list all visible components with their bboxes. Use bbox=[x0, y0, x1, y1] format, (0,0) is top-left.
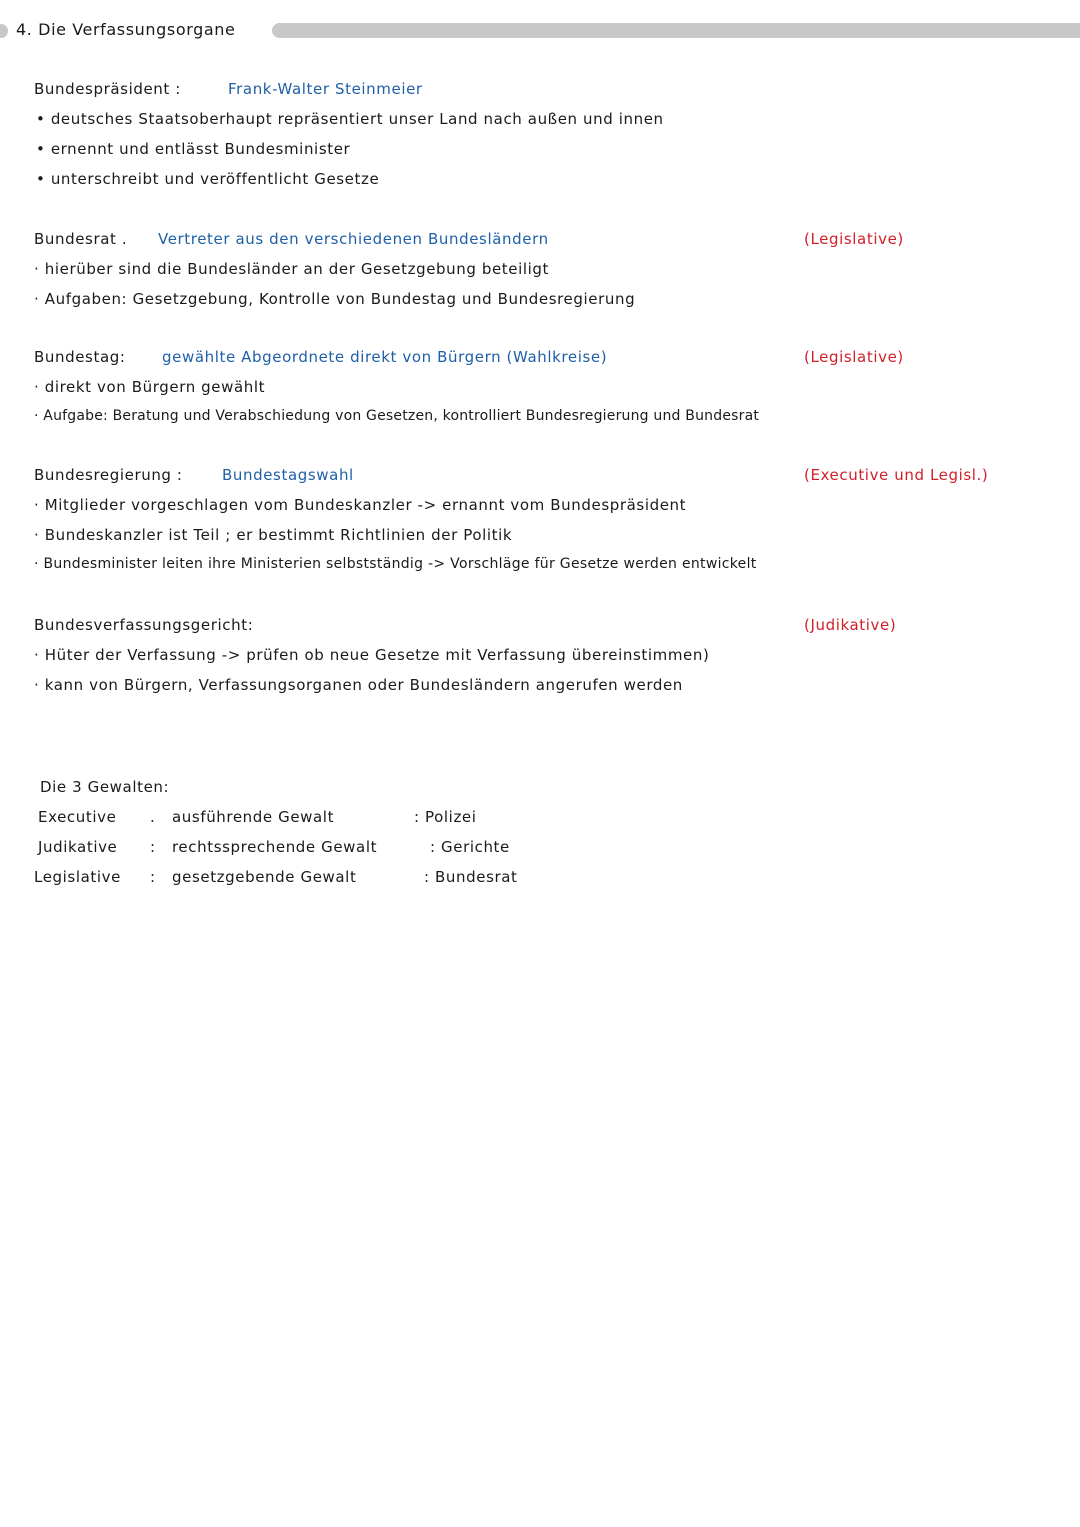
list-item: · kann von Bürgern, Verfassungsorganen oder Bundesländern angerufen werden bbox=[34, 676, 683, 694]
gewalt-name: Judikative bbox=[38, 838, 118, 856]
bundesrat-tag: (Legislative) bbox=[804, 230, 904, 248]
page-title: 4. Die Verfassungsorgane bbox=[16, 20, 236, 39]
list-item: · Hüter der Verfassung -> prüfen ob neue Gesetze mit Verfassung übereinstimmen) bbox=[34, 646, 710, 664]
gewalt-example: : Polizei bbox=[414, 808, 477, 826]
gewalt-example: : Gerichte bbox=[430, 838, 510, 856]
gewalt-description: ausführende Gewalt bbox=[172, 808, 335, 826]
bundesrat-label: Bundesrat . bbox=[34, 230, 128, 248]
bundespraesident-value: Frank-Walter Steinmeier bbox=[228, 80, 423, 98]
bundestag-tag: (Legislative) bbox=[804, 348, 904, 366]
gewalt-description: gesetzgebende Gewalt bbox=[172, 868, 357, 886]
bundesregierung-tag: (Executive und Legisl.) bbox=[804, 466, 989, 484]
list-item: · Bundeskanzler ist Teil ; er bestimmt Richtlinien der Politik bbox=[34, 526, 513, 544]
bundesregierung-value: Bundestagswahl bbox=[222, 466, 354, 484]
bundestag-label: Bundestag: bbox=[34, 348, 126, 366]
gewalt-name: Executive bbox=[38, 808, 117, 826]
header-bar bbox=[272, 23, 1080, 38]
gewalt-description: rechtssprechende Gewalt bbox=[172, 838, 378, 856]
bundesverfassungsgericht-label: Bundesverfassungsgericht: bbox=[34, 616, 254, 634]
bundespraesident-label: Bundespräsident : bbox=[34, 80, 181, 98]
list-item: · Bundesminister leiten ihre Ministerien selbstständig -> Vorschläge für Gesetze werden entwickelt bbox=[34, 556, 757, 572]
gewalt-separator: : bbox=[150, 838, 156, 856]
gewalten-heading: Die 3 Gewalten: bbox=[40, 778, 170, 796]
header-bar-left bbox=[0, 24, 8, 38]
list-item: · Mitglieder vorgeschlagen vom Bundeskanzler -> ernannt vom Bundespräsident bbox=[34, 496, 687, 514]
gewalt-separator: : bbox=[150, 868, 156, 886]
gewalt-separator: . bbox=[150, 808, 156, 826]
gewalt-name: Legislative bbox=[34, 868, 121, 886]
bundesverfassungsgericht-tag: (Judikative) bbox=[804, 616, 897, 634]
list-item: • unterschreibt und veröffentlicht Gesetze bbox=[36, 170, 380, 188]
bundesrat-value: Vertreter aus den verschiedenen Bundesländern bbox=[158, 230, 549, 248]
bundesregierung-label: Bundesregierung : bbox=[34, 466, 183, 484]
gewalt-example: : Bundesrat bbox=[424, 868, 518, 886]
list-item: • ernennt und entlässt Bundesminister bbox=[36, 140, 351, 158]
list-item: · Aufgaben: Gesetzgebung, Kontrolle von Bundestag und Bundesregierung bbox=[34, 290, 636, 308]
list-item: · direkt von Bürgern gewählt bbox=[34, 378, 266, 396]
list-item: • deutsches Staatsoberhaupt repräsentiert unser Land nach außen und innen bbox=[36, 110, 664, 128]
list-item: · hierüber sind die Bundesländer an der Gesetzgebung beteiligt bbox=[34, 260, 550, 278]
bundestag-value: gewählte Abgeordnete direkt von Bürgern (Wahlkreise) bbox=[162, 348, 608, 366]
list-item: · Aufgabe: Beratung und Verabschiedung von Gesetzen, kontrolliert Bundesregierung und Bundesrat bbox=[34, 408, 760, 424]
